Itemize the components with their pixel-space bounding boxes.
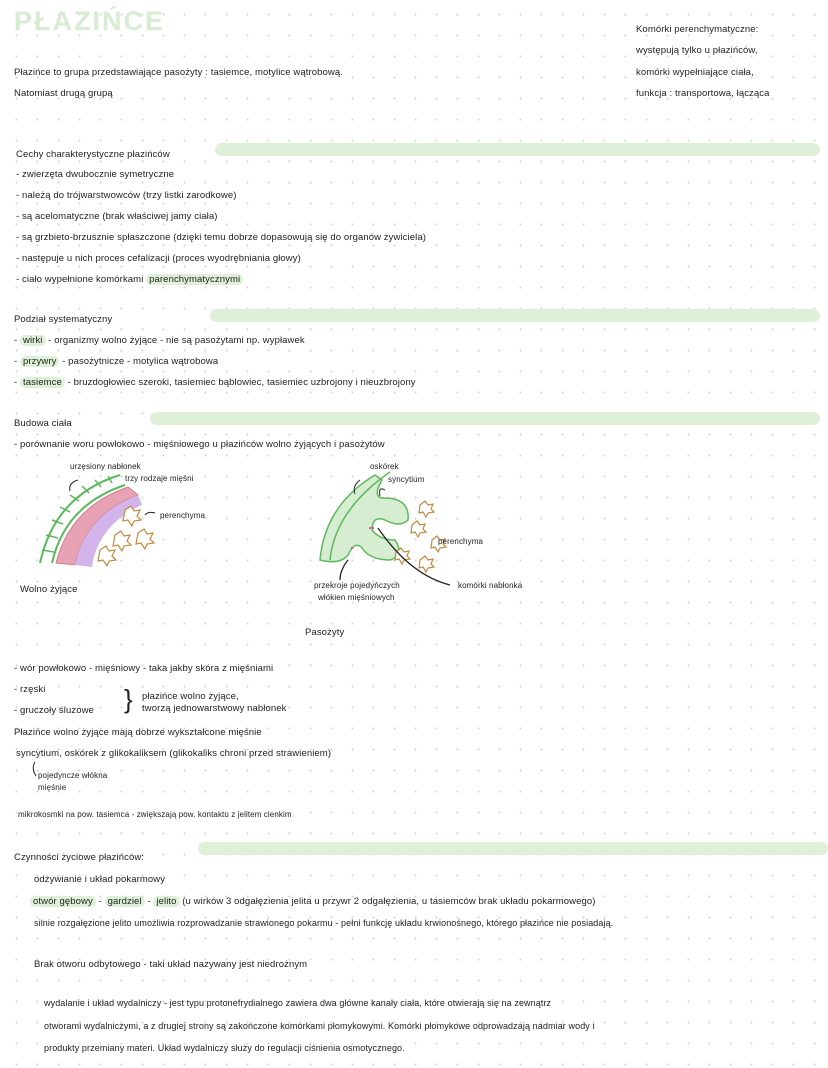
list-item: - porównanie woru powłokowo - mięśniowego u płazińców wolno żyjących i pasożytów [14,439,385,450]
intro-line: Płazińce to grupa przedstawiające pasożyty : tasiemce, motylice wątrobową. [14,67,343,78]
diagram-label: perenchyma [160,511,206,520]
diagram-label: przekroje pojedyńczych [314,581,400,590]
note: syncytium, oskórek z glikokaliksem (glikokaliks chroni przed strawieniem) [16,748,332,759]
diagram-label: syncytium [388,475,425,484]
note: Płazińce wolno żyjące mają dobrze wykształcone mięśnie [14,727,262,738]
brace-text: tworzą jednowarstwowy nabłonek [142,703,287,714]
diagram-caption: Pasożyty [305,627,345,638]
diagram-label: perenchyma [438,537,484,546]
diagram-label: urzęsiony nabłonek [70,462,141,471]
sidenote-line: Komórki perenchymatyczne: [636,24,759,35]
text: - organizmy wolno żyjące - nie są pasożytami np. wypławek [45,335,305,346]
paragraph-line: produkty przemiany materi. Układ wydalniczy służy do regulacji ciśnienia osmotycznego. [44,1043,405,1053]
diagram-label: włókien mięśniowych [318,593,395,602]
list-item: - wirki - organizmy wolno żyjące - nie są pasożytami np. wypławek [14,335,305,346]
chain-term: jelito [153,896,179,907]
list-item: - przywry - pasożytnicze - motylica wątrobowa [14,356,219,367]
note: mięśnie [38,783,67,792]
heading-highlight [215,143,820,156]
sidenote-line: funkcja : transportowa, łącząca [636,88,770,99]
chain-term: otwór gębowy [30,896,96,907]
intro-line: Natomiast drugą grupą [14,88,113,99]
brace-icon: } [124,684,133,714]
section-heading-podzial: Podział systematyczny [14,314,113,325]
sidenote-line: komórki wypełniające ciała, [636,67,754,78]
brace-text: płazińce wolno żyjące, [142,691,239,702]
list-item: - następuje u nich proces cefalizacji (proces wyodrębniania głowy) [16,253,301,264]
heading-highlight [150,412,820,425]
list-item [30,896,596,908]
term: przywry [20,356,59,367]
note: mikrokosmki na pow. tasiemca - zwiększają pow. kontaktu z jelitem cienkim [18,810,292,819]
note: Brak otworu odbytowego - taki układ nazywany jest niedrożnym [34,959,308,970]
chain-term: gardziel [105,896,145,907]
list-item: - są grzbieto-brzusznie spłaszczone (dzięki temu dobrze dopasowują się do organów żywiciela) [16,232,426,243]
paragraph-line: otworami wydalniczymi, a z drugiej strony są zakończone komórkami płomykowymi. Komórki płomykowe odprowadzają nadmiar wody i [44,1021,595,1031]
section-heading-czynnosci: Czynności życiowe płazińców: [14,852,145,863]
text: - pasożytnicze - motylica wątrobowa [59,356,219,367]
list-item: - są acelomatyczne (brak właściwej jamy ciała) [16,211,218,222]
note: pojedyncze włókna [38,771,108,780]
separator: - [144,896,154,907]
list-item: - tasiemce - bruzdogłowiec szeroki, tasiemiec bąblowiec, tasiemiec uzbrojony i nieuzbrojony [14,377,416,388]
list-item: - rzęski [14,684,46,695]
page-title: PŁAZIŃCE [14,6,165,36]
list-item: odżywianie i układ pokarmowy [34,874,166,885]
text: - bruzdogłowiec szeroki, tasiemiec bąblowiec, tasiemiec uzbrojony i nieuzbrojony [64,377,416,388]
list-item: - wór powłokowo - mięśniowy - taka jakby skóra z mięśniami [14,663,274,674]
list-item [16,274,243,286]
section-heading-budowa: Budowa ciała [14,418,72,429]
list-item: silnie rozgałęzione jelito umożliwia rozprowadzanie strawionego pokarmu - pełni funkcję układu krwionośnego, którego płazińce nie posiadają. [34,918,614,928]
text: (u wirków 3 odgałęzienia jelita u przywr 2 odgałęzienia, u tasiemców brak układu pokarmowego) [179,896,596,907]
heading-highlight [198,842,828,855]
section-heading-cechy: Cechy charakterystyczne płazińców [16,149,170,160]
sidenote-line: występują tylko u płazińców, [636,45,758,56]
diagram-caption: Wolno żyjące [20,584,78,595]
list-item: - gruczoły śluzowe [14,705,94,716]
paragraph-line: wydalanie i układ wydalniczy - jest typu protonefrydialnego zawiera dwa główne kanały ciała, które otwierają się na zewnątrz [44,998,552,1008]
list-item: - należą do trójwarstwowców (trzy listki zarodkowe) [16,190,237,201]
diagram-label: oskórek [370,462,399,471]
term: tasiemce [20,377,65,388]
highlighted-term: parenchymatycznymi [146,274,243,285]
diagram-label: trzy rodzaje mięśni [125,474,194,483]
diagram-label: komórki nabłonka [458,581,523,590]
term: wirki [20,335,46,346]
heading-highlight [210,309,820,322]
text: - ciało wypełnione komórkami [16,274,144,285]
list-item: - zwierzęta dwubocznie symetryczne [16,169,175,180]
separator: - [95,896,105,907]
